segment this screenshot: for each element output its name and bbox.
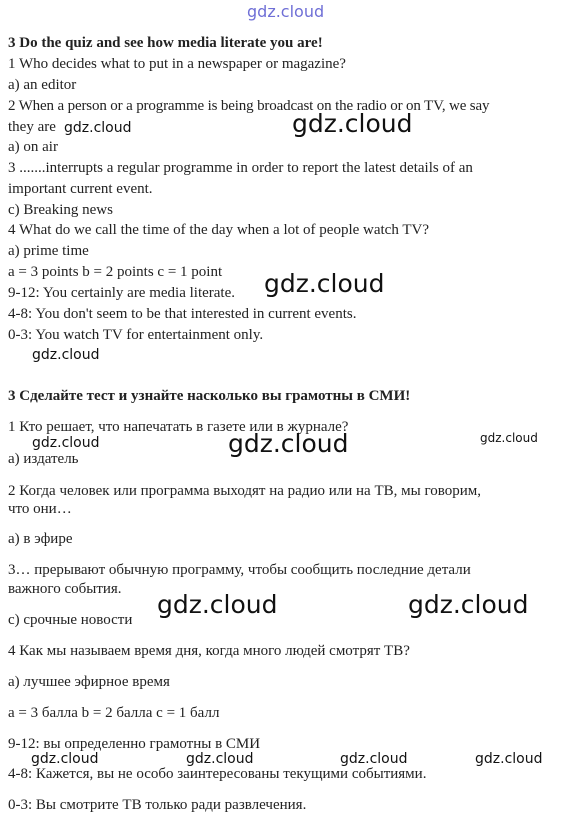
watermark-large: gdz.cloud: [408, 590, 529, 619]
watermark-small: gdz.cloud: [186, 751, 254, 767]
russian-title: 3 Сделайте тест и узнайте насколько вы грамотны в СМИ!: [8, 388, 411, 404]
watermark-small: gdz.cloud: [32, 435, 100, 451]
russian-answer-3: с) срочные новости: [8, 612, 133, 628]
russian-question-2-line-1: 2 Когда человек или программа выходят на радио или на ТВ, мы говорим,: [8, 483, 481, 499]
english-question-3-line-1: 3 .......interrupts a regular programme in order to report the latest details of an: [8, 160, 473, 176]
english-question-1: 1 Who decides what to put in a newspaper or magazine?: [8, 56, 346, 72]
russian-points: a = 3 балла b = 2 балла c = 1 балл: [8, 705, 220, 721]
watermark-large: gdz.cloud: [292, 109, 413, 138]
english-question-2-line-1: 2 When a person or a programme is being broadcast on the radio or on TV, we say: [8, 98, 490, 114]
english-points: a = 3 points b = 2 points c = 1 point: [8, 264, 223, 280]
english-score-high: 9-12: You certainly are media literate.: [8, 285, 236, 301]
english-answer-3: c) Breaking news: [8, 202, 113, 218]
watermark-large: gdz.cloud: [228, 429, 349, 458]
russian-question-2-line-2: что они…: [8, 501, 72, 517]
watermark-small: gdz.cloud: [32, 347, 100, 363]
russian-score-low: 0-3: Вы смотрите ТВ только ради развлечения.: [8, 797, 307, 813]
english-question-4: 4 What do we call the time of the day when a lot of people watch TV?: [8, 222, 429, 238]
english-score-mid: 4-8: You don't seem to be that interested in current events.: [8, 306, 357, 322]
watermark-small: gdz.cloud: [480, 431, 538, 445]
english-question-3-line-2: important current event.: [8, 181, 153, 197]
russian-question-1: 1 Кто решает, что напечатать в газете или в журнале?: [8, 419, 349, 435]
watermark-small: gdz.cloud: [340, 751, 408, 767]
watermark-small: gdz.cloud: [31, 751, 99, 767]
english-answer-4: a) prime time: [8, 243, 89, 259]
english-score-low: 0-3: You watch TV for entertainment only.: [8, 327, 264, 343]
russian-question-3-line-2: важного события.: [8, 581, 122, 597]
russian-score-high: 9-12: вы определенно грамотны в СМИ: [8, 736, 261, 752]
english-title: 3 Do the quiz and see how media literate you are!: [8, 35, 323, 51]
watermark-large: gdz.cloud: [157, 590, 278, 619]
english-answer-1: a) an editor: [8, 77, 77, 93]
russian-answer-2: а) в эфире: [8, 531, 73, 547]
watermark-top: gdz.cloud: [247, 2, 325, 21]
russian-question-3-line-1: 3… прерывают обычную программу, чтобы сообщить последние детали: [8, 562, 471, 578]
watermark-small: gdz.cloud: [475, 751, 543, 767]
watermark-large: gdz.cloud: [264, 269, 385, 298]
russian-answer-1: а) издатель: [8, 451, 79, 467]
russian-question-4: 4 Как мы называем время дня, когда много людей смотрят ТВ?: [8, 643, 410, 659]
russian-answer-4: а) лучшее эфирное время: [8, 674, 170, 690]
english-answer-2: a) on air: [8, 139, 58, 155]
watermark-small: gdz.cloud: [64, 120, 132, 136]
russian-score-mid: 4-8: Кажется, вы не особо заинтересованы текущими событиями.: [8, 766, 427, 782]
english-question-2-line-2: they are: [8, 119, 56, 135]
